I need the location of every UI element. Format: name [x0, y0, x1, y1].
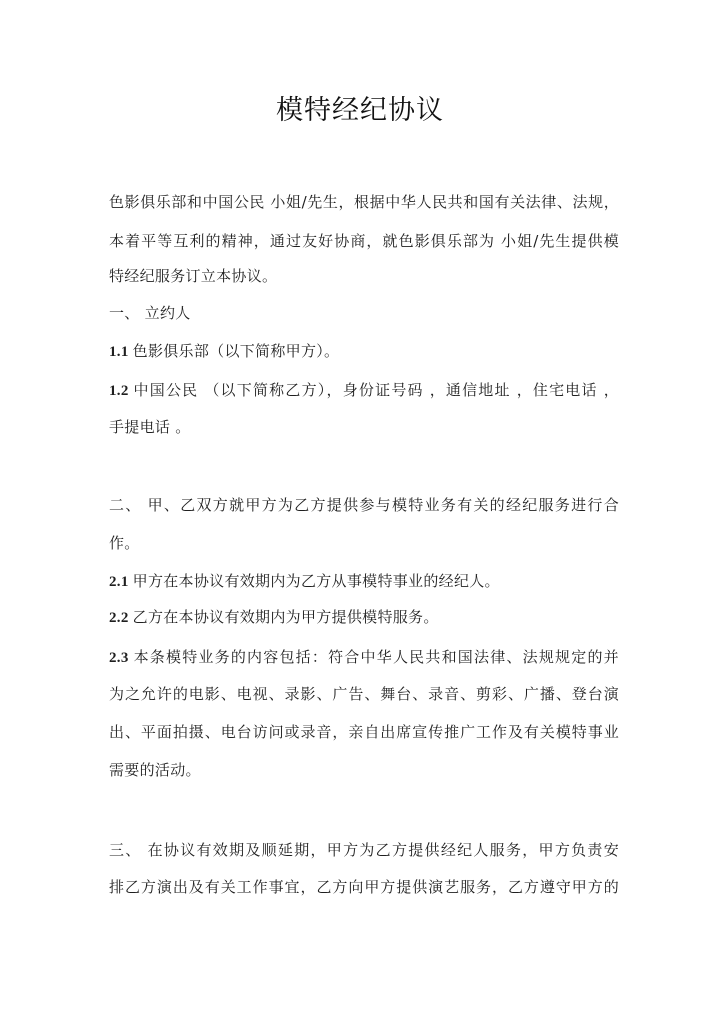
section3-line-2: 排乙方演出及有关工作事宜，乙方向甲方提供演艺服务，乙方遵守甲方的 [109, 878, 619, 896]
clause-2-3-line-3: 出、平面拍摄、电台访问或录音，亲自出席宣传推广工作及有关模特事业 [109, 723, 619, 741]
clause-number: 2.1 [109, 574, 129, 590]
clause-1-1 [109, 341, 339, 362]
clause-2-3-line-4: 需要的活动。 [109, 761, 201, 779]
clause-1-2 [109, 380, 619, 401]
section2-heading-line-2: 作。 [109, 534, 140, 552]
preamble-line-3: 特经纪服务订立本协议。 [109, 267, 278, 285]
section3-line-1: 三、 在协议有效期及顺延期，甲方为乙方提供经纪人服务，甲方负责安 [109, 841, 619, 859]
clause-number: 1.1 [109, 344, 129, 360]
section1-heading: 一、 立约人 [109, 304, 191, 322]
clause-1-2-continuation: 手提电话 。 [109, 418, 191, 436]
clause-text: 本条模特业务的内容包括：符合中华人民共和国法律、法规规定的并 [132, 648, 619, 666]
section2-heading-line-1: 二、 甲、乙双方就甲方为乙方提供参与模特业务有关的经纪服务进行合 [109, 496, 619, 514]
preamble-line-2: 本着平等互利的精神，通过友好协商，就色影俱乐部为 小姐/先生提供模 [109, 232, 619, 250]
preamble-line-1: 色影俱乐部和中国公民 小姐/先生，根据中华人民共和国有关法律、法规， [109, 193, 619, 211]
clause-text: 色影俱乐部（以下简称甲方）。 [132, 342, 340, 360]
clause-text: 乙方在本协议有效期内为甲方提供模特服务。 [132, 608, 439, 626]
clause-2-3 [109, 647, 619, 668]
clause-text: 中国公民 （以下简称乙方），身份证号码 ，通信地址 ，住宅电话 ， [132, 381, 619, 399]
clause-2-1 [109, 571, 500, 592]
clause-2-2 [109, 607, 439, 628]
clause-number: 2.3 [109, 650, 129, 666]
clause-number: 2.2 [109, 610, 129, 626]
clause-text: 甲方在本协议有效期内为乙方从事模特事业的经纪人。 [132, 572, 500, 590]
clause-2-3-line-2: 为之允许的电影、电视、录影、广告、舞台、录音、剪彩、广播、登台演 [109, 685, 619, 703]
clause-number: 1.2 [109, 383, 129, 399]
document-title: 模特经纪协议 [276, 95, 444, 126]
